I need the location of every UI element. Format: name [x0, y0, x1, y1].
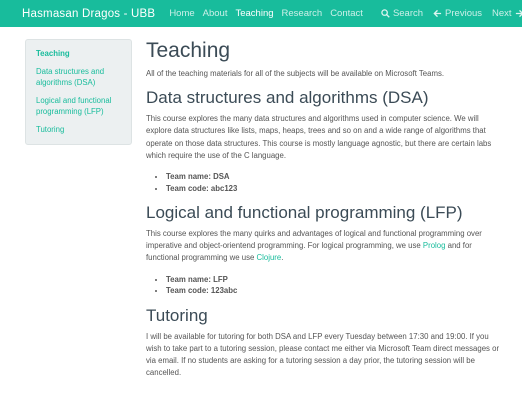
lfp-heading: Logical and functional programming (LFP)	[146, 203, 463, 223]
next-button[interactable]	[492, 8, 522, 19]
intro-text: All of the teaching materials for all of the subjects will be available on Microsoft Teams.	[146, 69, 445, 78]
clojure-link[interactable]: Clojure	[256, 253, 282, 263]
main-content	[146, 38, 506, 379]
lfp-team-name: • Team name: LFP	[166, 274, 506, 286]
arrow-right-icon	[515, 9, 522, 18]
search-button[interactable]	[381, 8, 423, 19]
lfp-team-code: • Team code: 123abc	[166, 285, 506, 297]
dsa-team-info	[166, 171, 506, 194]
nav-contact[interactable]: Contact	[330, 8, 363, 19]
toc-item-teaching[interactable]: Teaching	[36, 49, 70, 58]
nav-research[interactable]: Research	[281, 8, 323, 19]
toc-item-tutoring[interactable]: Tutoring	[36, 125, 65, 134]
search-icon	[381, 9, 390, 18]
site-brand[interactable]: Hasmasan Dragos - UBB	[22, 7, 156, 20]
tutoring-heading: Tutoring	[146, 305, 208, 325]
dsa-team-code: • Team code: abc123	[166, 183, 506, 195]
dsa-team-name: • Team name: DSA	[166, 171, 506, 183]
lfp-description	[146, 228, 506, 265]
lfp-team-info	[166, 274, 506, 297]
next-label: Next	[492, 8, 512, 19]
lfp-text-part2: and for functional programming we use	[146, 241, 472, 263]
previous-label: Previous	[445, 8, 483, 19]
previous-button[interactable]	[433, 8, 482, 19]
nav-home[interactable]: Home	[169, 8, 195, 19]
lfp-text-part3: .	[281, 253, 284, 263]
lfp-text-part1: This course explores the many quirks and advantages of logical and functional programming over imperative and object-orientend programming. For logical programming, we use	[146, 229, 482, 251]
page-title: Teaching	[146, 39, 231, 62]
dsa-heading: Data structures and algorithms (DSA)	[146, 88, 429, 108]
arrow-left-icon	[433, 9, 442, 18]
table-of-contents	[25, 39, 132, 145]
search-label: Search	[392, 8, 424, 19]
nav-teaching[interactable]: Teaching	[235, 8, 274, 19]
prolog-link[interactable]: Prolog	[422, 241, 446, 251]
nav-right-group	[371, 8, 522, 19]
tutoring-description: I will be available for tutoring for both DSA and LFP every Tuesday between 17:30 and 19:00. If you wish to take part to a tutoring session, please contact me either via Microsoft Team direct messages or via email. If no students are asking for a tutoring session a day prior, the tutoring session will be cancelled.	[146, 331, 500, 378]
toc-item-dsa[interactable]: Data structures and algorithms (DSA)	[36, 67, 105, 87]
nav-about[interactable]: About	[202, 8, 228, 19]
dsa-description: This course explores the many data structures and algorithms used in computer science. We will explore data structures like lists, maps, heaps, trees and so on and a wide range of algorithms that operate on those data structures. This course is mostly language agnostic, but there are certain labs which require the use of the C language.	[146, 114, 492, 160]
toc-item-lfp[interactable]: Logical and functional programming (LFP)	[36, 96, 112, 116]
top-navbar	[0, 0, 522, 27]
